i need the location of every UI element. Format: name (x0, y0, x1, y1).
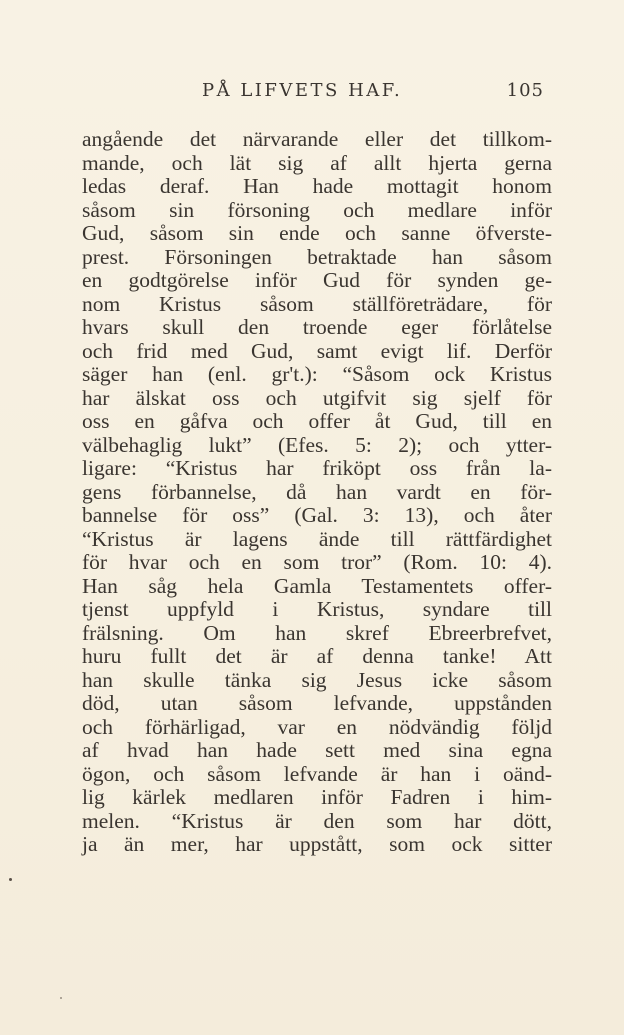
text-line: säger han (enl. gr't.): “Såsom ock Kristus (82, 362, 552, 386)
text-line: och förhärligad, var en nödvändig följd (82, 714, 552, 739)
ink-speck (9, 878, 12, 881)
text-line: angående det närvarande eller det tillkom- (82, 127, 552, 151)
text-line: ledas deraf. Han hade mottagit honom (82, 174, 552, 198)
text-line: ja än mer, har uppstått, som ock sitter (82, 832, 552, 856)
text-line: mande, och lät sig af allt hjerta gerna (82, 150, 552, 175)
text-line: frälsning. Om han skref Ebreerbrefvet, (82, 620, 552, 645)
running-title: PÅ LIFVETS HAF. (202, 80, 403, 101)
text-line: ögon, och såsom lefvande är han i oänd- (82, 761, 552, 786)
text-line: prest. Försoningen betraktade han såsom (82, 244, 552, 269)
text-line: huru fullt det är af denna tanke! Att (82, 644, 552, 668)
text-line: af hvad han hade sett med sina egna (82, 738, 552, 762)
body-text (82, 128, 552, 857)
text-line: han skulle tänka sig Jesus icke såsom (82, 667, 552, 692)
text-line: bannelse för oss” (Gal. 3: 13), och åter (82, 503, 552, 527)
page-number: 105 (506, 80, 544, 101)
text-line: Han såg hela Gamla Testamentets offer- (82, 573, 552, 598)
text-line: en godtgörelse inför Gud för synden ge- (82, 268, 552, 292)
text-line: nom Kristus såsom ställföreträdare, för (82, 291, 552, 316)
text-line: oss en gåfva och offer åt Gud, till en (82, 409, 552, 433)
text-line: melen. “Kristus är den som har dött, (82, 808, 552, 833)
text-line: för hvar och en som tror” (Rom. 10: 4). (82, 550, 552, 574)
ink-speck (60, 997, 62, 999)
text-line: ligare: “Kristus har friköpt oss från la- (82, 456, 552, 480)
text-line: död, utan såsom lefvande, uppstånden (82, 691, 552, 715)
text-line: har älskat oss och utgifvit sig sjelf för (82, 385, 552, 410)
text-line: gens förbannelse, då han vardt en för- (82, 479, 552, 504)
text-line: tjenst uppfyld i Kristus, syndare till (82, 597, 552, 621)
text-line: och frid med Gud, samt evigt lif. Derför (82, 338, 552, 363)
text-line: såsom sin försoning och medlare inför (82, 197, 552, 222)
text-line: lig kärlek medlaren inför Fadren i him- (82, 785, 552, 809)
text-line: hvars skull den troende eger förlåtelse (82, 315, 552, 339)
text-line: “Kristus är lagens ände till rättfärdighet (82, 526, 552, 551)
text-line: välbehaglig lukt” (Efes. 5: 2); och ytter- (82, 432, 552, 457)
text-line: Gud, såsom sin ende och sanne öfverste- (82, 221, 552, 245)
running-head (82, 80, 544, 106)
